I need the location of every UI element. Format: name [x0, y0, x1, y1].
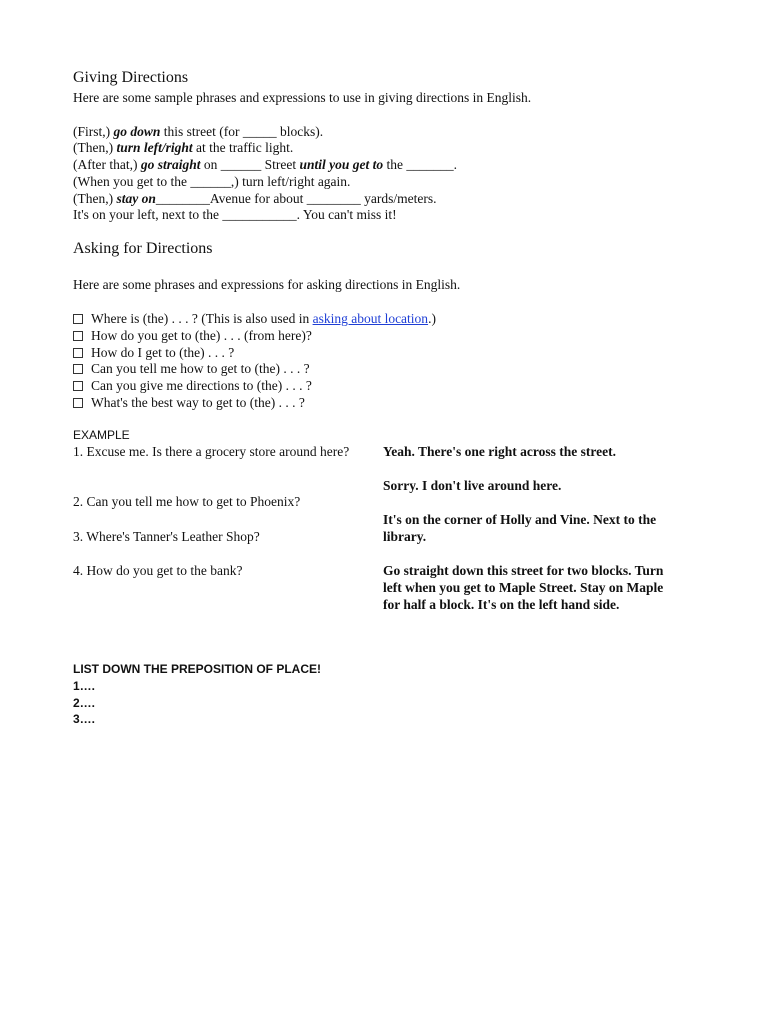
asking-bullet-6: What's the best way to get to (the) . . . ?	[73, 394, 305, 411]
example-question-3: 3. Where's Tanner's Leather Shop?	[73, 529, 260, 544]
checkbox-icon	[73, 381, 83, 391]
section-title-giving-directions: Giving Directions	[73, 69, 189, 86]
section-title-asking-directions: Asking for Directions	[73, 240, 213, 257]
asking-bullet-2: How do you get to (the) . . . (from here)?	[73, 327, 312, 344]
checkbox-icon	[73, 348, 83, 358]
asking-bullet-1: Where is (the) . . . ? (This is also used in asking about location.)	[73, 310, 436, 327]
giving-line-2: (Then,) turn left/right at the traffic light.	[73, 140, 294, 155]
giving-intro: Here are some sample phrases and expressions to use in giving directions in English.	[73, 90, 532, 105]
asking-bullet-4: Can you tell me how to get to (the) . . . ?	[73, 360, 310, 377]
checkbox-icon	[73, 331, 83, 341]
example-question-2: 2. Can you tell me how to get to Phoenix?	[73, 494, 301, 509]
checkbox-icon	[73, 398, 83, 408]
example-answer-2: Sorry. I don't live around here.	[383, 478, 562, 493]
list-item: 3….	[73, 712, 96, 726]
example-question-1: 1. Excuse me. Is there a grocery store around here?	[73, 444, 350, 459]
giving-line-1: (First,) go down this street (for _____ blocks).	[73, 124, 324, 139]
checkbox-icon	[73, 314, 83, 324]
giving-line-4: (When you get to the ______,) turn left/right again.	[73, 174, 351, 189]
list-item: 1….	[73, 679, 96, 693]
giving-line-5: (Then,) stay on________Avenue for about ________ yards/meters.	[73, 191, 437, 206]
example-label: EXAMPLE	[73, 428, 130, 442]
asking-bullet-3: How do I get to (the) . . . ?	[73, 344, 234, 361]
checkbox-icon	[73, 364, 83, 374]
asking-bullet-5: Can you give me directions to (the) . . . ?	[73, 377, 312, 394]
asking-intro: Here are some phrases and expressions for asking directions in English.	[73, 277, 461, 292]
list-item: 2….	[73, 696, 96, 710]
example-question-4: 4. How do you get to the bank?	[73, 563, 243, 578]
giving-line-3: (After that,) go straight on ______ Street until you get to the _______.	[73, 157, 458, 172]
example-answer-1: Yeah. There's one right across the street.	[383, 444, 616, 459]
giving-line-6: It's on your left, next to the ___________. You can't miss it!	[73, 207, 397, 222]
list-title: LIST DOWN THE PREPOSITION OF PLACE!	[73, 662, 322, 676]
example-answer-4: Go straight down this street for two blocks. Turn left when you get to Maple Street. Stay on Maple for half a block. It's on the left hand side.	[383, 563, 664, 612]
asking-about-location-link[interactable]: asking about location	[312, 311, 429, 326]
example-answer-3: It's on the corner of Holly and Vine. Next to the library.	[383, 512, 657, 544]
